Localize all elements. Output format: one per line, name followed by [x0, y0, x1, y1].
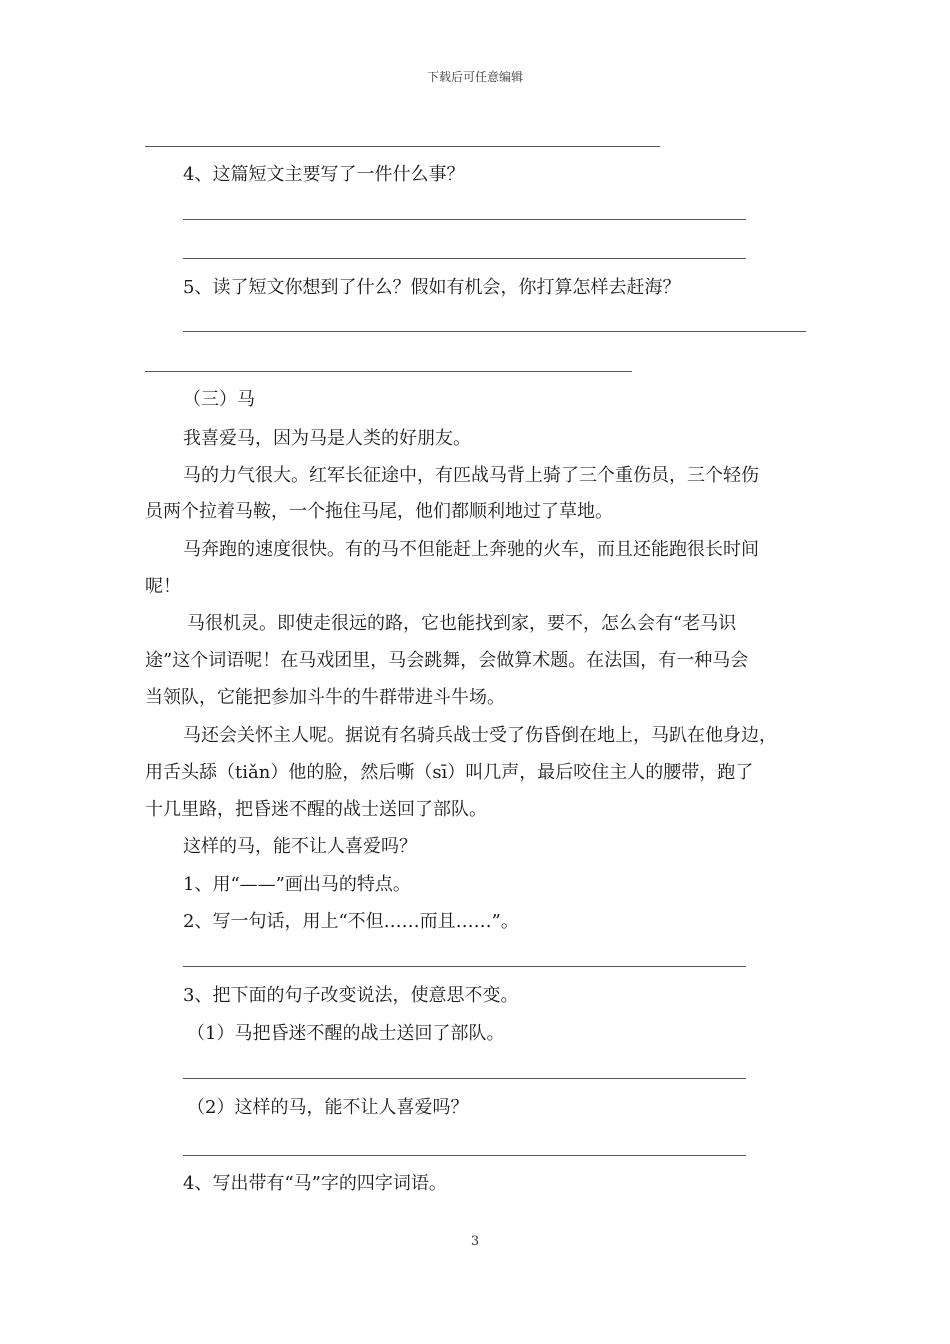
- question-4: 4、这篇短文主要写了一件什么事？: [183, 164, 465, 185]
- section-title: （三）马: [183, 389, 255, 410]
- answer-line: [183, 1155, 746, 1156]
- question-4b: 4、写出带有“马”字的四字词语。: [183, 1173, 447, 1194]
- answer-line: [183, 258, 746, 259]
- question-1: 1、用“——”画出马的特点。: [183, 874, 411, 895]
- paragraph-line: 马的力气很大。红军长征途中，有匹战马背上骑了三个重伤员，三个轻伤: [183, 465, 759, 486]
- paragraph-line: 用舌头舔（tiǎn）他的脸，然后嘶（sī）叫几声，最后咬住主人的腰带，跑了: [145, 762, 754, 783]
- page-header: 下载后可任意编辑: [426, 70, 523, 84]
- question-3-2: （2）这样的马，能不让人喜爱吗？: [187, 1097, 469, 1118]
- paragraph-line: 当领队，它能把参加斗牛的牛群带进斗牛场。: [145, 687, 505, 708]
- answer-line: [145, 371, 632, 372]
- question-2: 2、写一句话，用上“不但……而且……”。: [183, 911, 519, 932]
- paragraph-line: 途”这个词语呢！在马戏团里，马会跳舞，会做算术题。在法国，有一种马会: [145, 650, 749, 671]
- question-3: 3、把下面的句子改变说法，使意思不变。: [183, 985, 519, 1006]
- paragraph-line: 员两个拉着马鞍，一个拖住马尾，他们都顺利地过了草地。: [145, 501, 613, 522]
- answer-line: [183, 1078, 746, 1079]
- answer-line: [183, 219, 746, 220]
- paragraph-line: 我喜爱马，因为马是人类的好朋友。: [183, 428, 471, 449]
- answer-line: [183, 966, 746, 967]
- paragraph-line: 马很机灵。即使走很远的路，它也能找到家，要不，怎么会有“老马识: [187, 613, 737, 634]
- question-3-1: （1）马把昏迷不醒的战士送回了部队。: [187, 1023, 505, 1044]
- question-5: 5、读了短文你想到了什么？假如有机会，你打算怎样去赶海？: [183, 277, 681, 298]
- answer-line: [183, 331, 806, 332]
- paragraph-line: 马奔跑的速度很快。有的马不但能赶上奔驰的火车，而且还能跑很长时间: [183, 539, 759, 560]
- paragraph-line: 马还会关怀主人呢。据说有名骑兵战士受了伤昏倒在地上，马趴在他身边，: [183, 725, 777, 746]
- paragraph-line: 呢！: [145, 576, 181, 597]
- answer-line: [145, 146, 660, 147]
- paragraph-line: 十几里路，把昏迷不醒的战士送回了部队。: [145, 799, 487, 820]
- paragraph-line: 这样的马，能不让人喜爱吗？: [183, 836, 417, 857]
- page-number: 3: [470, 1234, 480, 1249]
